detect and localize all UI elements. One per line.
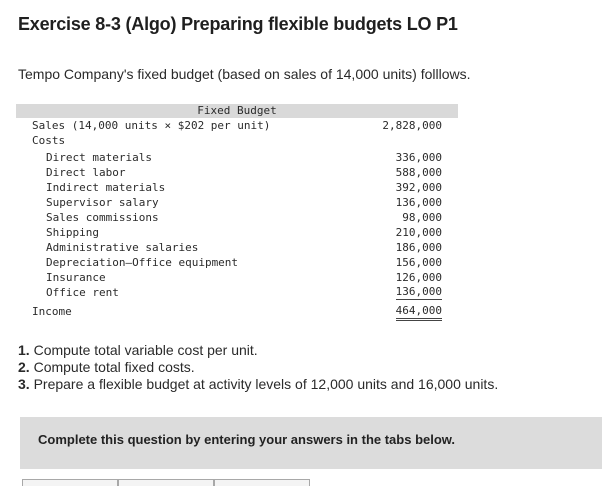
cost-row — [16, 195, 458, 210]
instruction-banner — [20, 417, 602, 469]
costs-heading-row — [16, 133, 458, 148]
question-number: 2. — [18, 359, 30, 375]
cost-label: Direct materials — [46, 151, 152, 164]
sales-label: Sales (14,000 units × $202 per unit) — [32, 119, 271, 132]
cost-label: Office rent — [46, 286, 119, 299]
question-text: Compute total variable cost per unit. — [29, 342, 258, 358]
cost-value: 126,000 — [395, 271, 442, 284]
cost-label: Indirect materials — [46, 181, 166, 194]
cost-label: Shipping — [46, 226, 99, 239]
question-number: 3. — [18, 376, 30, 392]
cost-label: Depreciation—Office equipment — [46, 256, 239, 269]
cost-row — [16, 165, 458, 180]
question-number: 1. — [18, 342, 30, 358]
cost-value: 98,000 — [402, 211, 442, 224]
cost-value: 392,000 — [395, 181, 442, 194]
cost-value: 210,000 — [395, 226, 442, 239]
cost-row — [16, 150, 458, 165]
question-text: Prepare a flexible budget at activity levels of 12,000 units and 16,000 units. — [29, 376, 499, 392]
fixed-budget-header: Fixed Budget — [16, 104, 458, 118]
cost-value: 588,000 — [395, 166, 442, 179]
sales-value: 2,828,000 — [382, 119, 442, 132]
income-row — [16, 304, 458, 319]
cost-row — [16, 270, 458, 285]
cost-value: 136,000 — [395, 285, 442, 298]
cost-value: 136,000 — [395, 196, 442, 209]
cost-value: 156,000 — [395, 256, 442, 269]
cost-row — [16, 240, 458, 255]
cost-label: Direct labor — [46, 166, 126, 179]
income-label: Income — [32, 305, 72, 318]
cost-row — [16, 180, 458, 195]
question-item — [18, 359, 498, 376]
intro-text: Tempo Company's fixed budget (based on sales of 14,000 units) folllows. — [18, 66, 471, 82]
income-value: 464,000 — [396, 304, 442, 321]
cost-row — [16, 285, 458, 300]
question-item — [18, 376, 498, 393]
cost-label: Supervisor salary — [46, 196, 159, 209]
cost-row — [16, 210, 458, 225]
page-title: Exercise 8-3 (Algo) Preparing flexible budgets LO P1 — [18, 14, 458, 34]
fixed-budget-table — [16, 104, 458, 319]
costs-label: Costs — [32, 134, 66, 147]
sales-row — [16, 118, 458, 133]
question-item — [18, 342, 498, 359]
question-list — [18, 342, 498, 393]
cost-row — [16, 255, 458, 270]
cost-label: Insurance — [46, 271, 106, 284]
question-text: Compute total fixed costs. — [29, 359, 195, 375]
cost-row — [16, 225, 458, 240]
instruction-text: Complete this question by entering your answers in the tabs below. — [38, 432, 456, 447]
cost-label: Sales commissions — [46, 211, 159, 224]
cost-value: 336,000 — [395, 151, 442, 164]
cost-value: 186,000 — [395, 241, 442, 254]
cost-label: Administrative salaries — [46, 241, 199, 254]
